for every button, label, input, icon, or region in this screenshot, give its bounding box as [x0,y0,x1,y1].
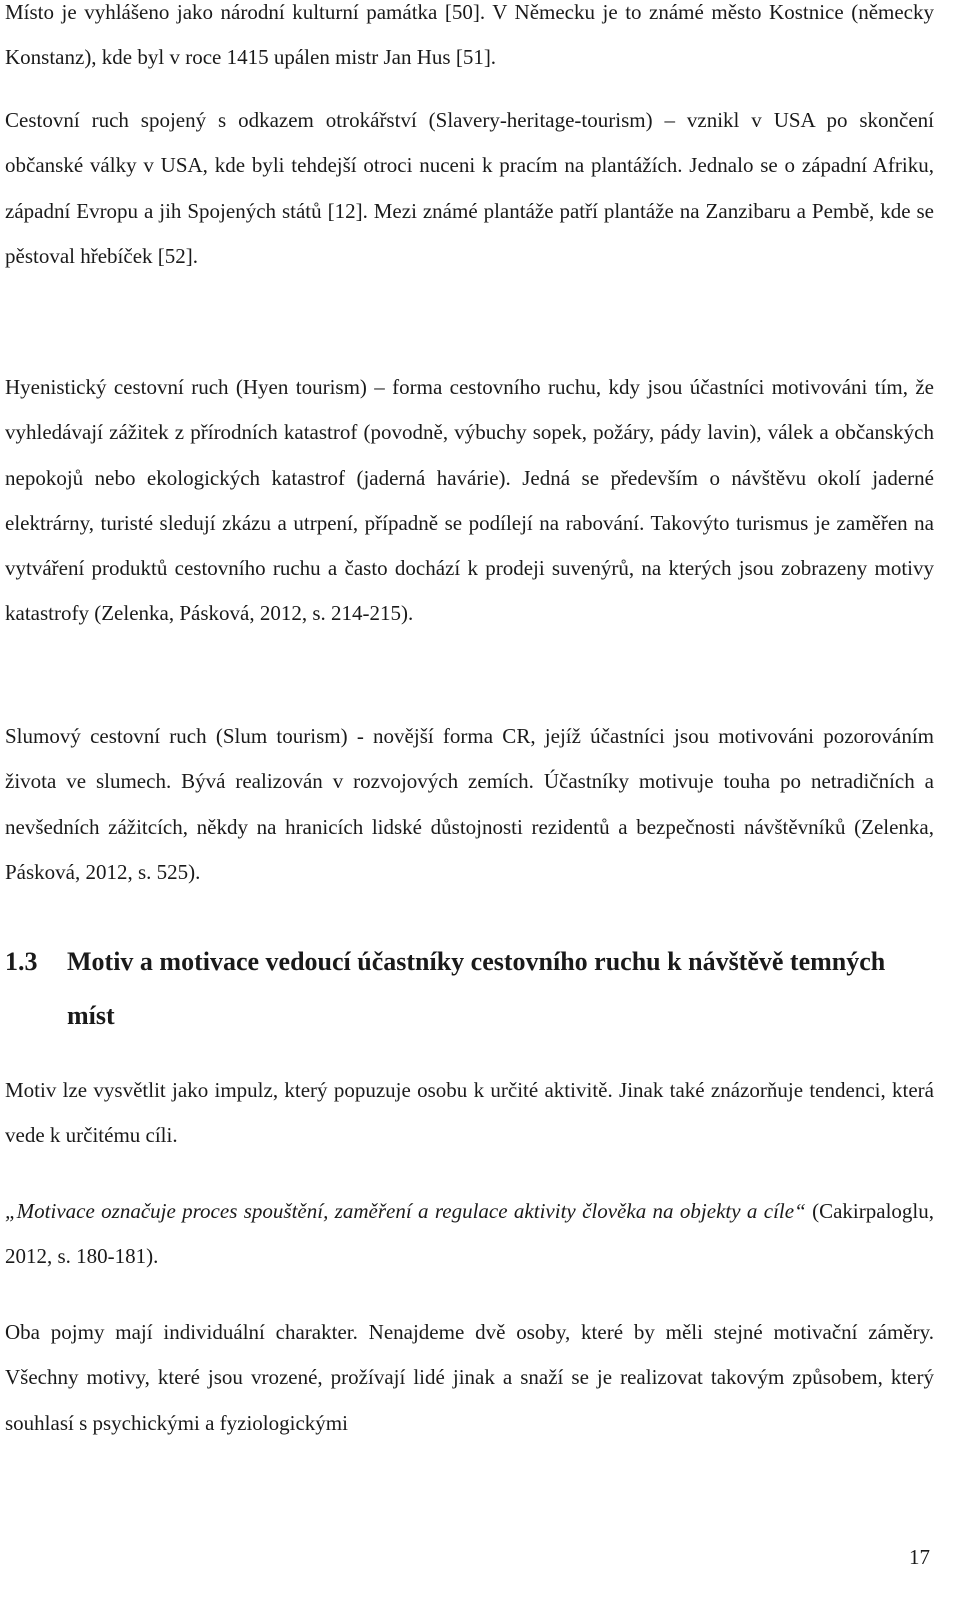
quote-text: „Motivace označuje proces spouštění, zaměření a regulace aktivity člověka na objekty a cíle“ [5,1199,806,1223]
quote-citation: (Cakirpaloglu, 2012, s. 180-181). [5,1199,934,1269]
paragraph-slavery-heritage-tourism: Cestovní ruch spojený s odkazem otrokářství (Slavery-heritage-tourism) – vznikl v USA po skončení občanské války v USA, kde byli tehdejší otroci nuceni k pracím na plantážích. Jednalo se o západní Afriku, západní Evropu a jih Spojených států [12]. Mezi známé plantáže patří plantáže na Zanzibaru a Pembě, kde se pěstoval hřebíček [52]. [5,108,934,268]
page-number: 17 [909,1545,930,1569]
section-title: Motiv a motivace vedoucí účastníky cestovního ruchu k návštěvě temných míst [67,947,886,1030]
paragraph-motiv-definition: Motiv lze vysvětlit jako impulz, který popuzuje osobu k určité aktivitě. Jinak také znázorňuje tendenci, která vede k určitému cíli. [5,1078,934,1148]
paragraph-individual-character: Oba pojmy mají individuální charakter. Nenajdeme dvě osoby, které by měli stejné motivační záměry. Všechny motivy, které jsou vrozené, prožívají lidé jinak a snaží se je realizovat takovým způsobem, který souhlasí s psychickými a fyziologickými [5,1320,934,1435]
paragraph-kostnice: Místo je vyhlášeno jako národní kulturní památka [50]. V Německu je to známé město Kostnice (německy Konstanz), kde byl v roce 1415 upálen mistr Jan Hus [51]. [5,0,934,70]
paragraph-hyen-tourism: Hyenistický cestovní ruch (Hyen tourism) – forma cestovního ruchu, kdy jsou účastníci motivováni tím, že vyhledávají zážitek z přírodních katastrof (povodně, výbuchy sopek, požáry, pády lavin), válek a občanských nepokojů nebo ekologických katastrof (jaderná havárie). Jedná se především o návštěvu okolí jaderné elektrárny, turisté sledují zkázu a utrpení, případně se podílejí na rabování. Takovýto turismus je zaměřen na vytváření produktů cestovního ruchu a často dochází k prodeji suvenýrů, na kterých jsou zobrazeny motivy katastrofy (Zelenka, Pásková, 2012, s. 214-215). [5,375,934,626]
paragraph-slum-tourism: Slumový cestovní ruch (Slum tourism) - novější forma CR, jejíž účastníci jsou motivováni pozorováním života ve slumech. Bývá realizován v rozvojových zemích. Účastníky motivuje touha po netradičních a nevšedních zážitcích, někdy na hranicích lidské důstojnosti rezidentů a bezpečnosti návštěvníků (Zelenka, Pásková, 2012, s. 525). [5,724,934,884]
paragraph-motivation-quote [5,1189,934,1280]
section-heading [5,935,934,1043]
section-number: 1.3 [5,947,38,976]
